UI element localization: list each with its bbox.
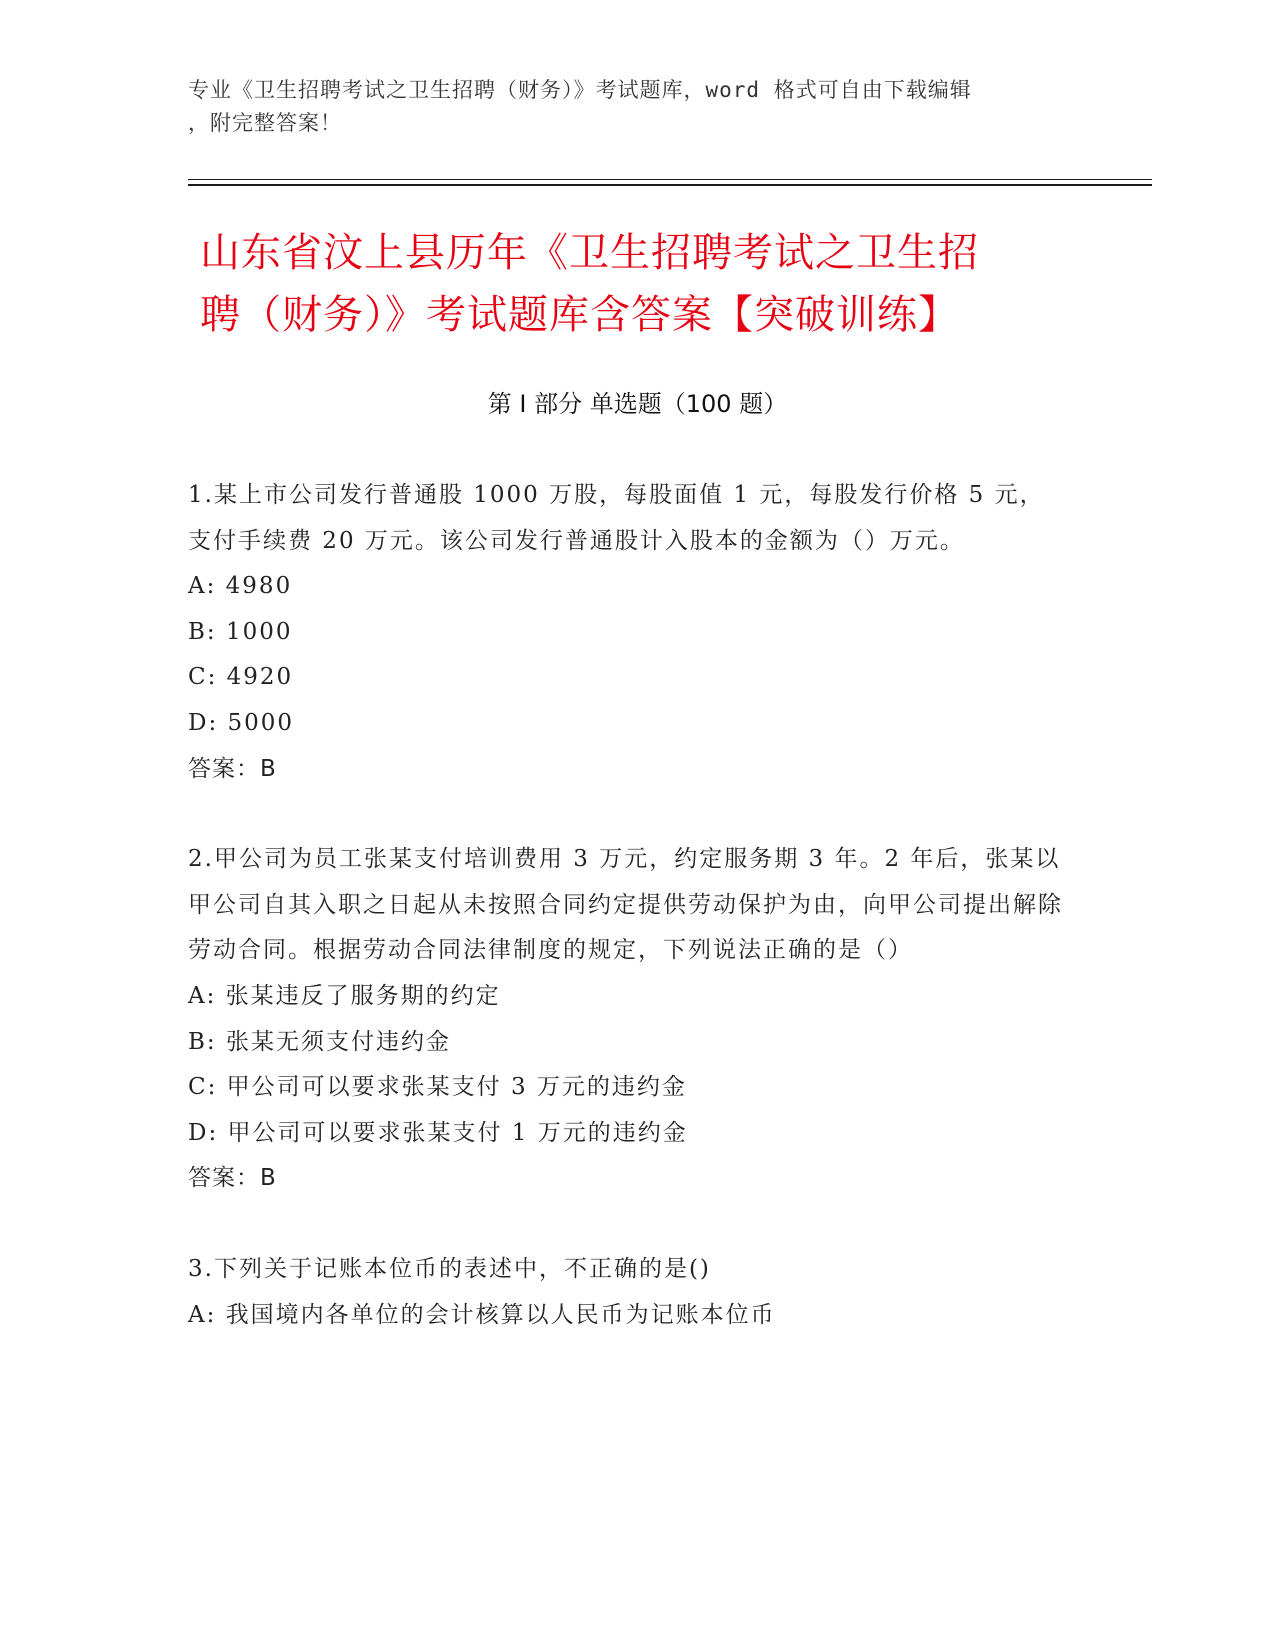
option-d: D: 5000 bbox=[188, 709, 295, 736]
section-heading: 第 I 部分 单选题（100 题） bbox=[487, 390, 788, 418]
answer-line: 答案：B bbox=[188, 1165, 277, 1192]
question-item bbox=[188, 1247, 1068, 1338]
option-a: A: 我国境内各单位的会计核算以人民币为记账本位币 bbox=[188, 1301, 776, 1328]
question-item bbox=[188, 837, 1068, 1202]
option-c: C: 甲公司可以要求张某支付 3 万元的违约金 bbox=[188, 1074, 687, 1101]
question-text: 2.甲公司为员工张某支付培训费用 3 万元，约定服务期 3 年。2 年后，张某以甲公司自其入职之日起从未按照合同约定提供劳动保护为由，向甲公司提出解除劳动合同。根据劳动合同法律制度的规定，下列说法正确的是（） bbox=[188, 846, 1063, 964]
document-title bbox=[200, 222, 1100, 346]
option-c: C: 4920 bbox=[188, 664, 294, 691]
header-divider-thick bbox=[188, 184, 1152, 186]
document-title-line1: 山东省汶上县历年《卫生招聘考试之卫生招 bbox=[200, 230, 979, 276]
header-note bbox=[188, 74, 1068, 140]
header-divider-thin bbox=[188, 179, 1152, 180]
option-b: B: 张某无须支付违约金 bbox=[188, 1028, 451, 1055]
question-text: 1.某上市公司发行普通股 1000 万股，每股面值 1 元，每股发行价格 5 元，支付手续费 20 万元。该公司发行普通股计入股本的金额为（）万元。 bbox=[188, 482, 1045, 554]
document-title-line2: 聘（财务）》考试题库含答案【突破训练】 bbox=[200, 292, 959, 338]
header-note-line2: ，附完整答案！ bbox=[188, 111, 342, 135]
question-text: 3.下列关于记账本位币的表述中，不正确的是() bbox=[188, 1255, 711, 1282]
option-b: B: 1000 bbox=[188, 618, 293, 645]
question-item bbox=[188, 473, 1068, 792]
header-note-line1: 专业《卫生招聘考试之卫生招聘（财务）》考试题库，word 格式可自由下载编辑 bbox=[188, 78, 972, 102]
answer-line: 答案：B bbox=[188, 755, 277, 782]
question-list bbox=[188, 473, 1068, 1383]
option-a: A: 张某违反了服务期的约定 bbox=[188, 982, 501, 1009]
option-a: A: 4980 bbox=[188, 573, 293, 600]
option-d: D: 甲公司可以要求张某支付 1 万元的违约金 bbox=[188, 1119, 688, 1146]
